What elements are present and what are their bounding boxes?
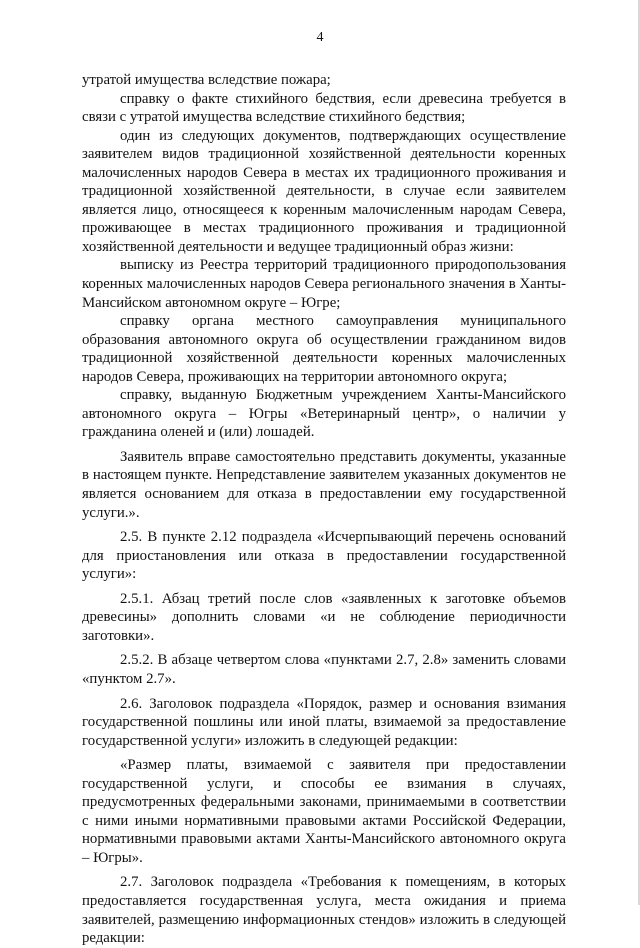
paragraph-municipal-certificate: справку органа местного самоуправления муниципального образования автономного округа об осуществлении гражданином видов традиционной хозяйственной деятельности коренных малочисленных народов Севера, проживающих на территории автономного округа; [82, 313, 566, 385]
page-number: 4 [316, 30, 324, 45]
paragraph-traditional-activity-documents: один из следующих документов, подтверждающих осуществление заявителем видов традиционной хозяйственной деятельности коренных малочисленных народов Севера в местах их традиционного проживания и традиционной хозяйственной деятельности, в случае если заявителем является лицо, относящееся к коренным малочисленным народам Севера, проживающее в местах традиционного проживания и традиционной хозяйственной деятельности и ведущее традиционный образ жизни: [82, 127, 566, 255]
paragraph-2-6: 2.6. Заголовок подраздела «Порядок, размер и основания взимания государственной пошлины или иной платы, взимаемой за предоставление государственной услуги» изложить в следующей редакции: [82, 695, 566, 749]
paragraph-applicant-right: Заявитель вправе самостоятельно представить документы, указанные в настоящем пункте. Непредставление заявителем указанных документов не является основанием для отказа в предоставлении ему государственной услуги.». [82, 448, 566, 521]
paragraph-veterinary-certificate: справку, выданную Бюджетным учреждением Ханты-Мансийского автономного округа – Югры «Ветеринарный центр», о наличии у гражданина оленей и (или) лошадей. [82, 387, 566, 441]
paragraph-registry-extract: выписку из Реестра территорий традиционного природопользования коренных малочисленных народов Севера регионального значения в Ханты-Мансийском автономном округе – Югре; [82, 257, 566, 311]
document-body [82, 71, 566, 948]
paragraph-2-5: 2.5. В пункте 2.12 подраздела «Исчерпывающий перечень оснований для приостановления или отказа в предоставлении государственной услуги»: [82, 529, 566, 583]
paragraph-fee-heading: «Размер платы, взимаемой с заявителя при предоставлении государственной услуги, и способы ее взимания в случаях, предусмотренных федеральными законами, принимаемыми в соответствии с ними иными нормативными правовыми актами Российской Федерации, нормативными правовыми актами Ханты-Мансийского автономного округа – Югры». [82, 757, 566, 866]
paragraph-2-5-1: 2.5.1. Абзац третий после слов «заявленных к заготовке объемов древесины» дополнить словами «и не соблюдение периодичности заготовки». [82, 590, 566, 644]
paragraph-2-7: 2.7. Заголовок подраздела «Требования к помещениям, в которых предоставляется государственная услуга, места ожидания и приема заявителей, размещению информационных стендов» изложить в следующей редакции: [82, 874, 566, 947]
paragraph-disaster-certificate: справку о факте стихийного бедствия, если древесина требуется в связи с утратой имущества вследствие стихийного бедствия; [82, 90, 566, 126]
paragraph-2-5-2: 2.5.2. В абзаце четвертом слова «пунктами 2.7, 2.8» заменить словами «пунктом 2.7». [82, 652, 566, 687]
paragraph-fire-loss: утратой имущества вследствие пожара; [82, 72, 331, 88]
